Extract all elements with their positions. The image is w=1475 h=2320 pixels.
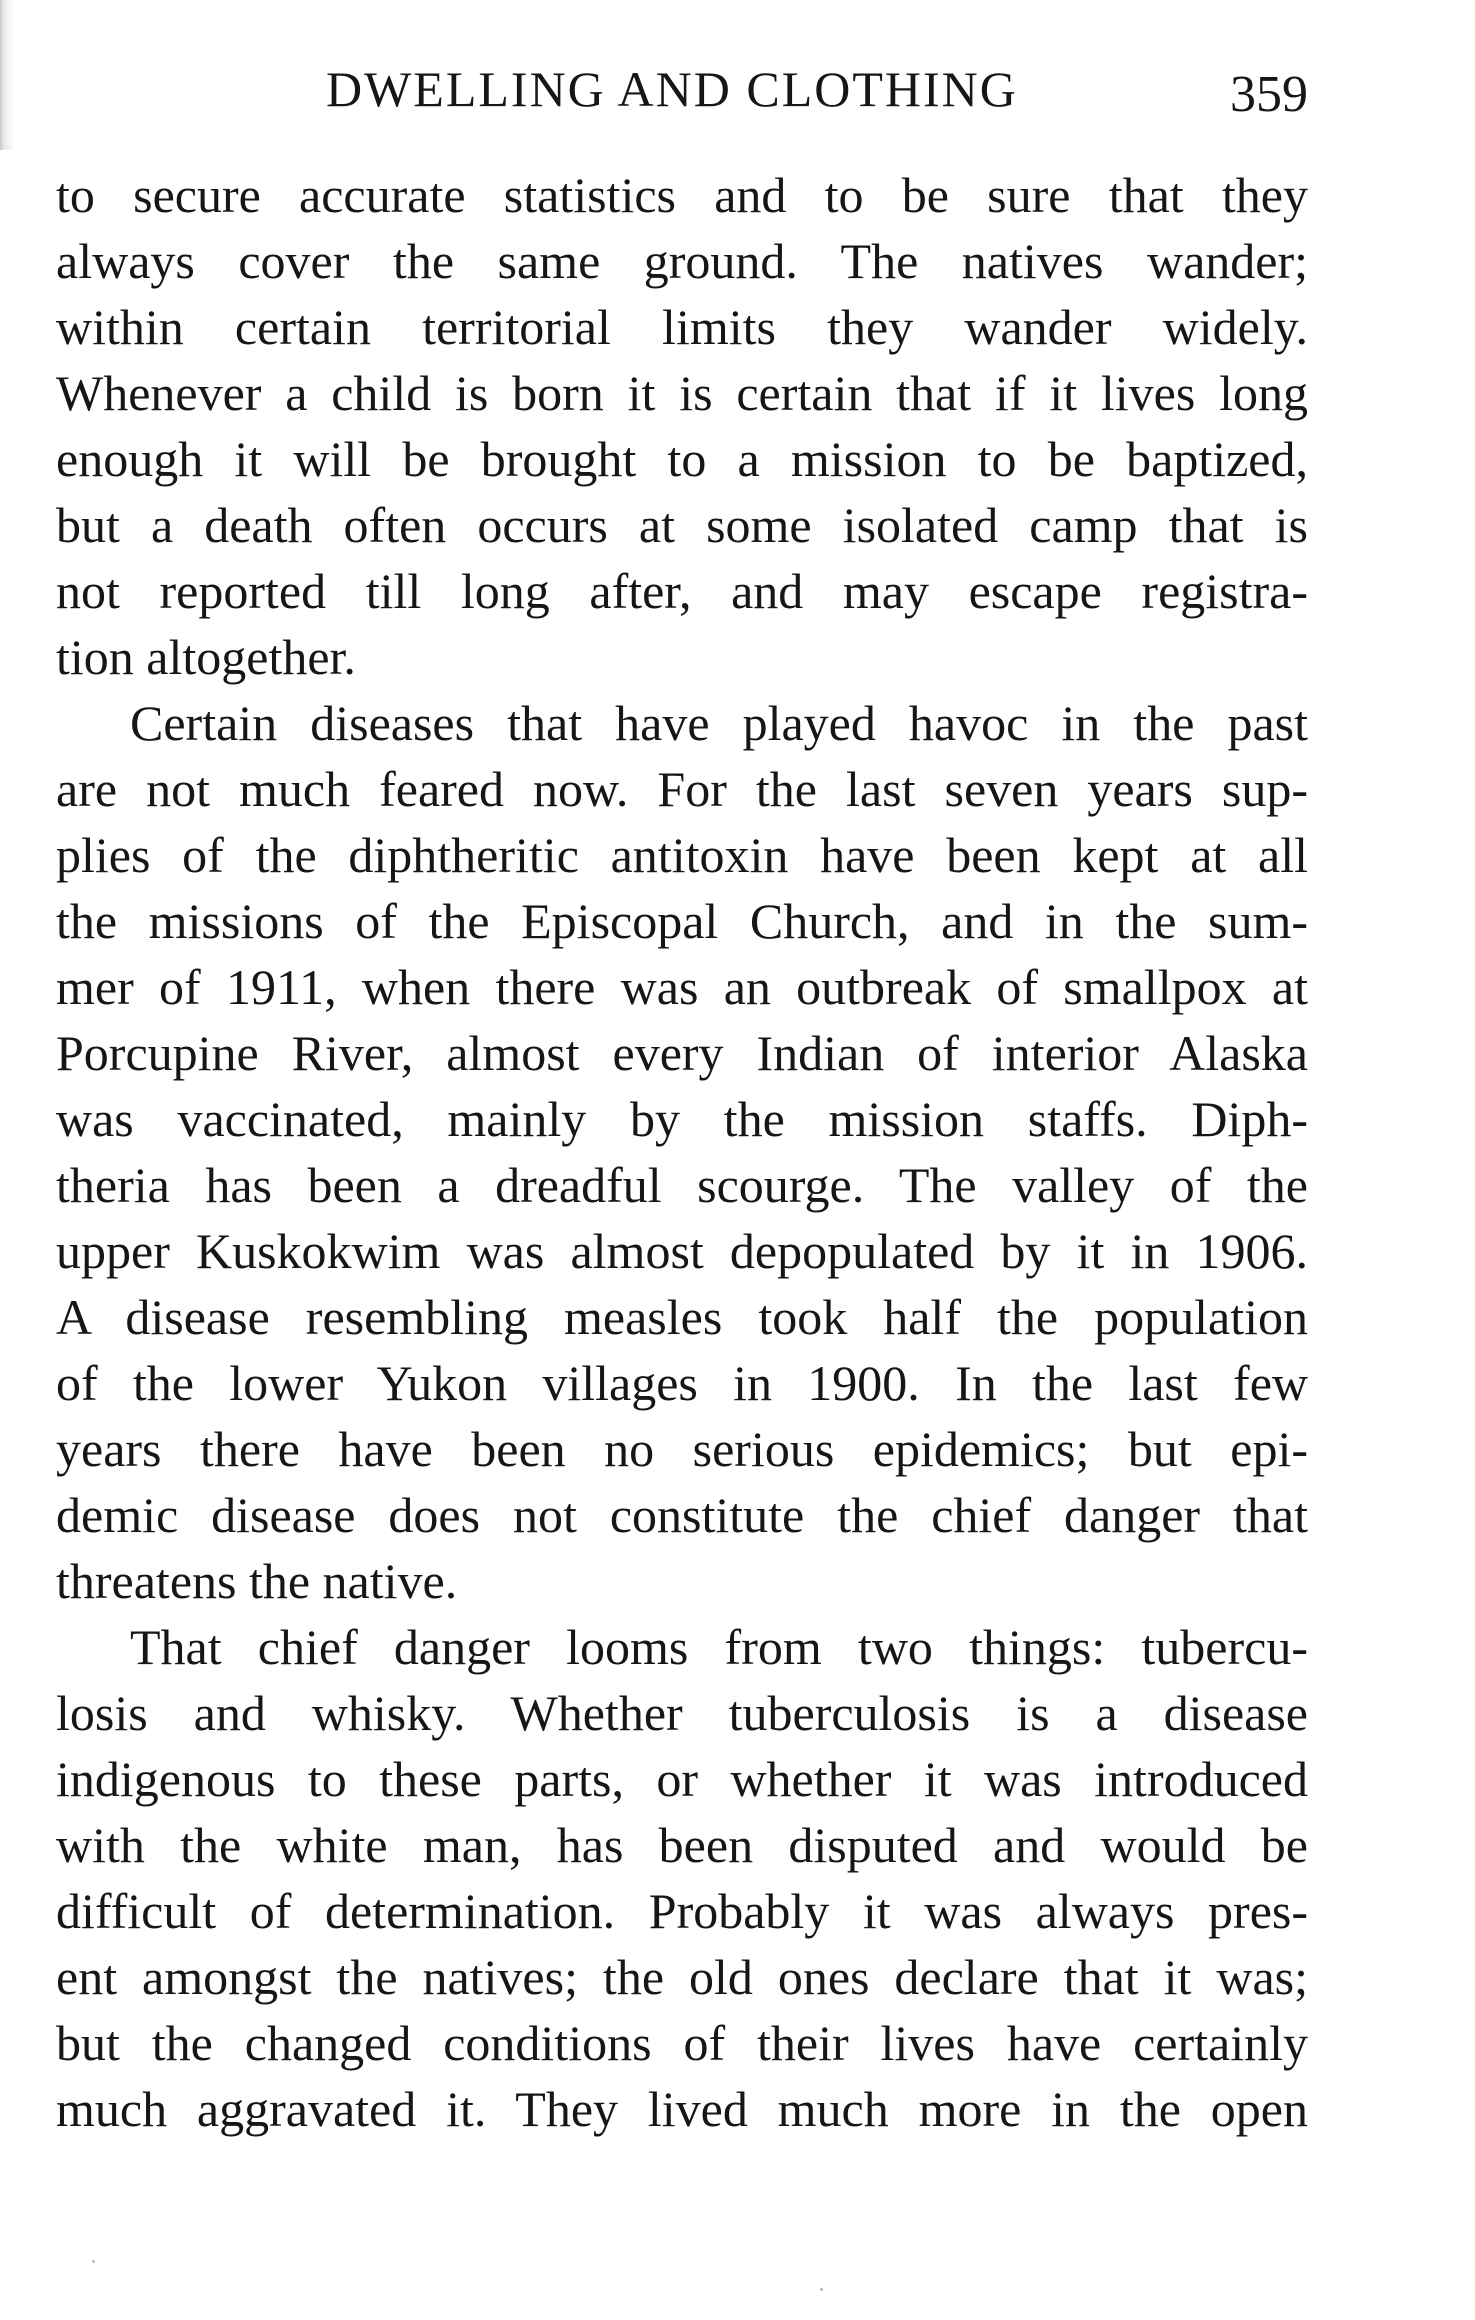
text-line: ent amongst the natives; the old ones declare that it was;: [56, 1949, 1308, 2005]
text-line: enough it will be brought to a mission to be baptized,: [56, 431, 1308, 487]
text-line: years there have been no serious epidemics; but epi-: [56, 1421, 1308, 1477]
running-title: DWELLING AND CLOTHING: [326, 61, 1018, 117]
text-line: within certain territorial limits they wander widely.: [56, 299, 1308, 355]
text-line: upper Kuskokwim was almost depopulated by it in 1906.: [56, 1223, 1308, 1279]
text-line: always cover the same ground. The natives wander;: [56, 233, 1308, 289]
paragraph-2: [56, 690, 1308, 1614]
scan-edge-shadow: [0, 0, 14, 150]
page-number: 359: [1230, 66, 1308, 123]
running-header: [56, 54, 1308, 124]
text-line: Whenever a child is born it is certain that if it lives long: [56, 365, 1308, 421]
text-line: with the white man, has been disputed and would be: [56, 1817, 1308, 1873]
text-line: difficult of determination. Probably it was always pres-: [56, 1883, 1308, 1939]
text-line: not reported till long after, and may escape registra-: [56, 563, 1308, 619]
text-line: Certain diseases that have played havoc in the past: [130, 695, 1308, 751]
text-line: much aggravated it. They lived much more in the open: [56, 2081, 1308, 2137]
scan-speck: [820, 2288, 823, 2291]
text-line: but the changed conditions of their lives have certainly: [56, 2015, 1308, 2071]
text-line: to secure accurate statistics and to be sure that they: [56, 167, 1308, 223]
text-line: threatens the native.: [56, 1553, 458, 1609]
text-line: of the lower Yukon villages in 1900. In the last few: [56, 1355, 1308, 1411]
text-line: are not much feared now. For the last seven years sup-: [56, 761, 1308, 817]
paragraph-3: [56, 1614, 1308, 2142]
text-line: That chief danger looms from two things: tubercu-: [130, 1619, 1308, 1675]
text-line: demic disease does not constitute the chief danger that: [56, 1487, 1308, 1543]
text-line: indigenous to these parts, or whether it was introduced: [56, 1751, 1308, 1807]
text-line: plies of the diphtheritic antitoxin have been kept at all: [56, 827, 1308, 883]
text-line: theria has been a dreadful scourge. The valley of the: [56, 1157, 1308, 1213]
text-line: the missions of the Episcopal Church, and in the sum-: [56, 893, 1308, 949]
text-line: A disease resembling measles took half the population: [56, 1289, 1308, 1345]
text-line: but a death often occurs at some isolated camp that is: [56, 497, 1308, 553]
text-line: tion altogether.: [56, 629, 356, 685]
body-text: [56, 162, 1308, 2142]
text-line: Porcupine River, almost every Indian of interior Alaska: [56, 1025, 1308, 1081]
text-line: mer of 1911, when there was an outbreak of smallpox at: [56, 959, 1308, 1015]
text-line: losis and whisky. Whether tuberculosis is a disease: [56, 1685, 1308, 1741]
paragraph-1: [56, 162, 1308, 690]
scan-speck: [92, 2260, 95, 2263]
text-line: was vaccinated, mainly by the mission staffs. Diph-: [56, 1091, 1308, 1147]
